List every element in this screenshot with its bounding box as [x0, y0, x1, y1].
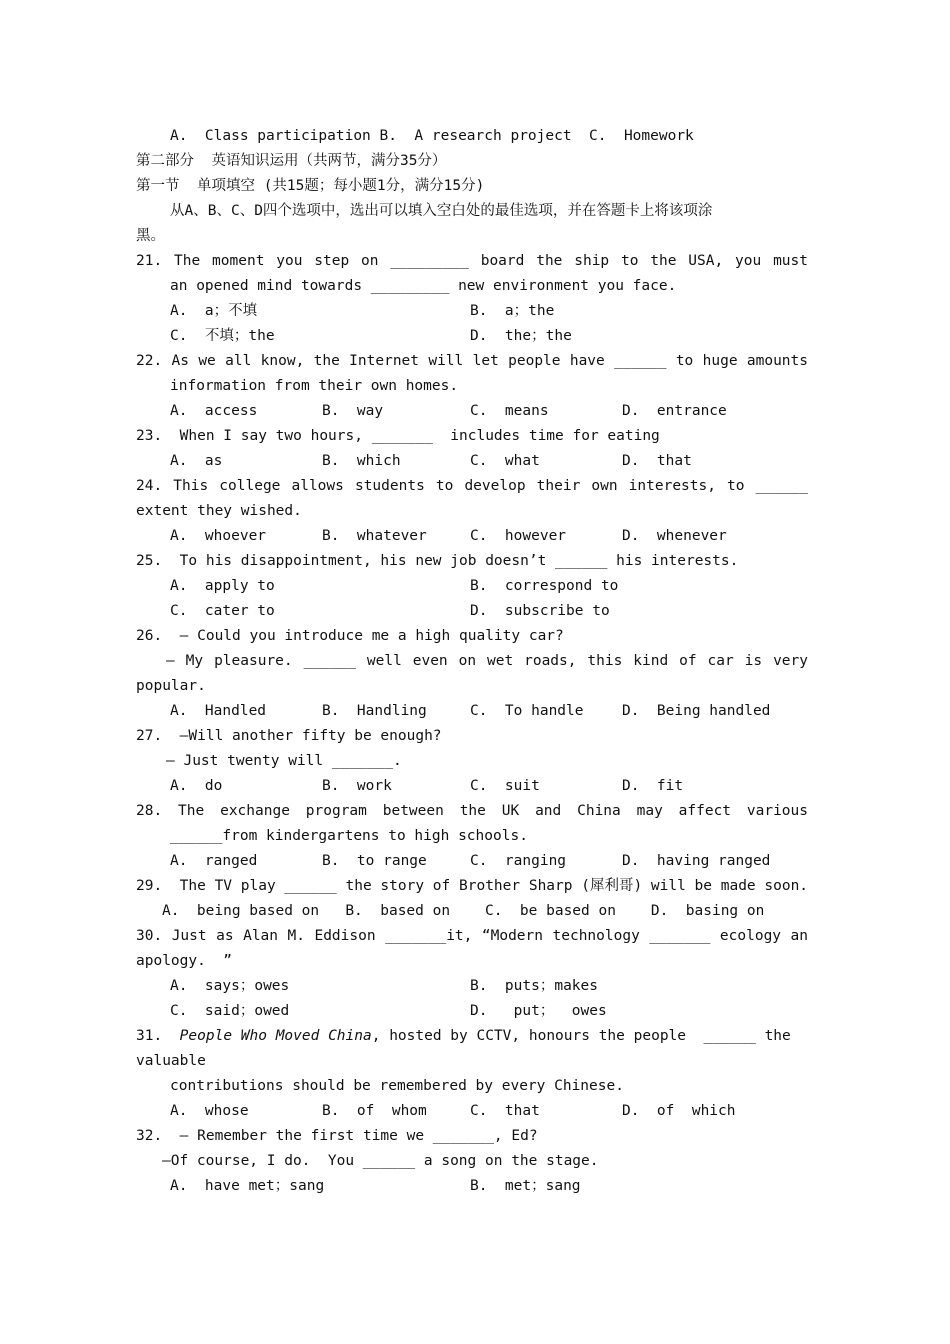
question-22-options: [136, 399, 808, 424]
option-b: B. work: [322, 778, 392, 794]
question-25-options-row2: [136, 599, 808, 624]
question-27-options: [136, 774, 808, 799]
question-25-stem: 25. To his disappointment, his new job doesn’t ______ his interests.: [136, 553, 739, 569]
question-26-dialogue-cont: popular.: [136, 678, 206, 694]
option-b: B. Handling: [322, 703, 427, 719]
previous-question-options: A. Class participation B. A research project C. Homework: [170, 128, 694, 144]
question-30-stem-cont: apology. ”: [136, 953, 233, 969]
option-a: A. as: [170, 453, 223, 469]
option-c: C. however: [470, 528, 567, 544]
question-26-stem: 26. — Could you introduce me a high quality car?: [136, 628, 564, 644]
section-heading: 第二部分 英语知识运用（共两节，满分35分）: [136, 153, 447, 169]
question-28-stem: 28. The exchange program between the UK and China may affect various: [136, 803, 808, 819]
option-a: A. access: [170, 403, 258, 419]
instructions-line-1: 从A、B、C、D四个选项中，选出可以填入空白处的最佳选项，并在答题卡上将该项涂: [170, 203, 713, 219]
option-d: D. of which: [622, 1103, 736, 1119]
question-24-options: [136, 524, 808, 549]
option-c: C. suit: [470, 778, 540, 794]
question-23-options: [136, 449, 808, 474]
option-d: D. entrance: [622, 403, 727, 419]
question-24-stem-cont: extent they wished.: [136, 503, 302, 519]
option-b: B. whatever: [322, 528, 427, 544]
question-21-options-row2: [136, 324, 808, 349]
option-d: D. put； owes: [470, 1003, 607, 1019]
option-c: C. means: [470, 403, 549, 419]
question-31-options: [136, 1099, 808, 1124]
question-number: 31.: [136, 1028, 163, 1044]
option-b: B. which: [322, 453, 401, 469]
question-21-stem: 21. The moment you step on _________ board the ship to the USA, you must: [136, 253, 808, 269]
question-23-stem: 23. When I say two hours, _______ includes time for eating: [136, 428, 660, 444]
option-b: B. puts；makes: [470, 978, 598, 994]
exam-page: [136, 124, 808, 1199]
question-32-options-row1: [136, 1174, 808, 1199]
question-27-stem: 27. —Will another fifty be enough?: [136, 728, 442, 744]
question-29-stem: 29. The TV play ______ the story of Brother Sharp (犀利哥) will be made soon.: [136, 878, 808, 894]
question-24-stem: 24. This college allows students to develop their own interests, to ______: [136, 478, 808, 494]
question-26-options: [136, 699, 808, 724]
question-32-dialogue: —Of course, I do. You ______ a song on the stage.: [162, 1153, 599, 1169]
question-30-options-row2: [136, 999, 808, 1024]
option-b: B. way: [322, 403, 384, 419]
option-a: A. whoever: [170, 528, 267, 544]
option-c: C. To handle: [470, 703, 584, 719]
option-a: A. have met；sang: [170, 1178, 325, 1194]
option-b: B. a；the: [470, 303, 555, 319]
option-d: D. that: [622, 453, 692, 469]
option-b: B. met；sang: [470, 1178, 581, 1194]
question-27-dialogue: — Just twenty will _______.: [166, 753, 402, 769]
question-30-options-row1: [136, 974, 808, 999]
subsection-heading: 第一节 单项填空 (共15题；每小题1分，满分15分): [136, 178, 485, 194]
question-30-stem: 30. Just as Alan M. Eddison _______it, “Modern technology _______ ecology an: [136, 928, 808, 944]
option-c: C. what: [470, 453, 540, 469]
option-d: D. subscribe to: [470, 603, 610, 619]
question-25-options-row1: [136, 574, 808, 599]
question-22-stem-cont: information from their own homes.: [170, 378, 459, 394]
question-26-dialogue: — My pleasure. ______ well even on wet roads, this kind of car is very: [166, 653, 808, 669]
question-21-options-row1: [136, 299, 808, 324]
option-c: C. ranging: [470, 853, 567, 869]
question-29-options: A. being based on B. based on C. be based on D. basing on: [162, 903, 765, 919]
option-b: B. of whom: [322, 1103, 427, 1119]
question-32-stem: 32. — Remember the first time we _______, Ed?: [136, 1128, 538, 1144]
option-a: A. apply to: [170, 578, 275, 594]
option-b: B. correspond to: [470, 578, 619, 594]
question-31-stem-cont: valuable: [136, 1053, 206, 1069]
option-c: C. said；owed: [170, 1003, 290, 1019]
question-28-stem-cont: ______from kindergartens to high schools.: [170, 828, 528, 844]
option-d: D. the；the: [470, 328, 572, 344]
question-28-options: [136, 849, 808, 874]
question-31-stem: [136, 1024, 808, 1049]
option-c: C. 不填；the: [170, 328, 275, 344]
question-22-stem: 22. As we all know, the Internet will let people have ______ to huge amounts: [136, 353, 808, 369]
option-c: C. cater to: [170, 603, 275, 619]
option-d: D. fit: [622, 778, 684, 794]
option-d: D. whenever: [622, 528, 727, 544]
option-a: A. do: [170, 778, 223, 794]
instructions-line-2: 黑。: [136, 228, 165, 244]
option-a: A. says；owes: [170, 978, 290, 994]
question-31-text: , hosted by CCTV, honours the people ______ the: [371, 1028, 791, 1044]
option-d: D. having ranged: [622, 853, 771, 869]
option-d: D. Being handled: [622, 703, 771, 719]
option-c: C. that: [470, 1103, 540, 1119]
question-31-stem-cont-2: contributions should be remembered by every Chinese.: [170, 1078, 624, 1094]
option-a: A. whose: [170, 1103, 249, 1119]
program-title: People Who Moved China: [179, 1028, 372, 1044]
option-a: A. ranged: [170, 853, 258, 869]
question-21-stem-cont: an opened mind towards _________ new environment you face.: [170, 278, 677, 294]
option-a: A. Handled: [170, 703, 267, 719]
option-b: B. to range: [322, 853, 427, 869]
option-a: A. a；不填: [170, 303, 258, 319]
